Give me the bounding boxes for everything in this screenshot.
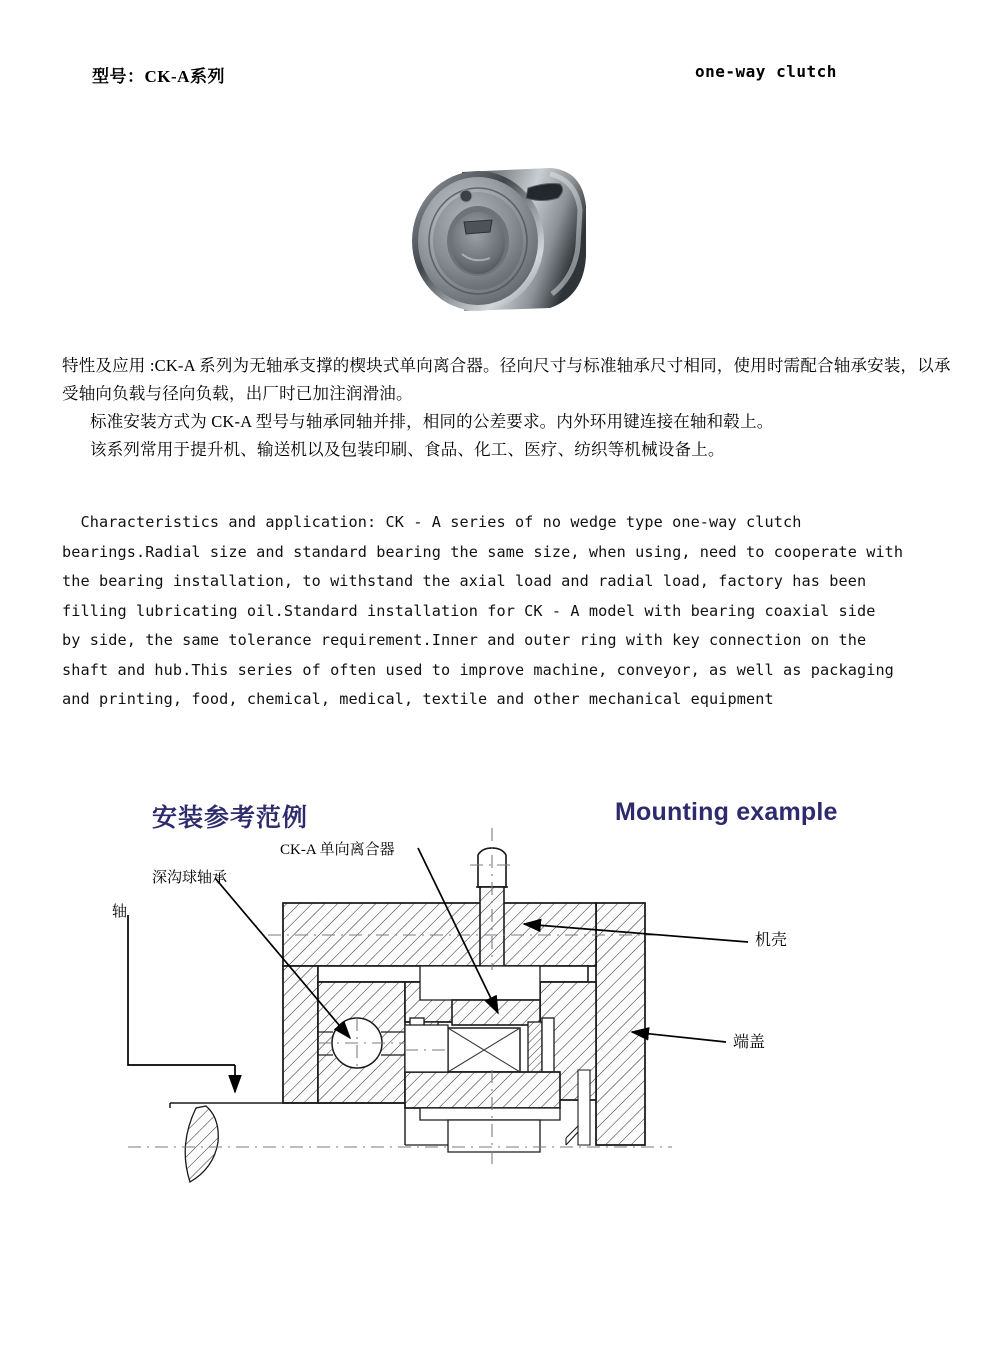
en-line-6: shaft and hub.This series of often used to improve machine, conveyor, as well as packaging xyxy=(62,660,894,679)
cn-paragraph-2: 标准安装方式为 CK-A 型号与轴承同轴并排，相同的公差要求。内外环用键连接在轴和毂上。 xyxy=(90,412,774,431)
product-photo xyxy=(400,148,600,333)
en-line-4: filling lubricating oil.Standard installation for CK - A model with bearing coaxial side xyxy=(62,601,876,620)
cn-paragraph-1: 特性及应用 :CK-A 系列为无轴承支撑的楔块式单向离合器。径向尺寸与标准轴承尺寸相同，使用时需配合轴承安装，以承受轴向负载与径向负载，出厂时已加注润滑油。 xyxy=(62,356,951,403)
mounting-cross-section-drawing xyxy=(0,770,1000,1190)
label-housing: 机壳 xyxy=(755,932,788,949)
en-line-2: bearings.Radial size and standard bearing the same size, when using, need to cooperate with xyxy=(62,542,904,561)
description-english xyxy=(62,508,962,715)
en-line-7: and printing, food, chemical, medical, textile and other mechanical equipment xyxy=(62,690,774,708)
model-number-text: 型号：CK-A系列 xyxy=(92,67,225,86)
cross-section-svg xyxy=(0,770,1000,1190)
product-type-text: one-way clutch xyxy=(695,62,837,81)
label-shaft: 轴 xyxy=(112,904,128,920)
page-header xyxy=(0,62,1000,92)
mounting-heading-chinese: 安装参考范例 xyxy=(152,804,309,832)
mounting-heading-english: Mounting example xyxy=(615,798,838,826)
label-end-cap: 端盖 xyxy=(733,1034,766,1051)
en-line-1: Characteristics and application: CK - A series of no wedge type one-way clutch xyxy=(62,513,802,531)
label-ck-a-clutch: CK-A 单向离合器 xyxy=(280,842,395,858)
clutch-bearing-illustration xyxy=(400,148,600,333)
label-deep-groove-ball-bearing: 深沟球轴承 xyxy=(152,870,228,886)
description-chinese xyxy=(62,352,952,464)
cn-paragraph-3: 该系列常用于提升机、输送机以及包装印刷、食品、化工、医疗、纺织等机械设备上。 xyxy=(90,440,725,459)
en-line-5: by side, the same tolerance requirement.Inner and outer ring with key connection on the xyxy=(62,631,867,649)
en-line-3: the bearing installation, to withstand the axial load and radial load, factory has been xyxy=(62,572,867,590)
